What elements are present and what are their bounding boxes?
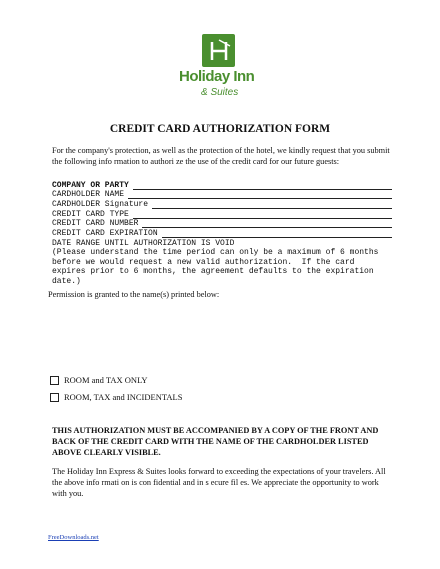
closing-paragraph: The Holiday Inn Express & Suites looks forward to exceeding the expectations of your travelers. All the above info rmati on is con fidential and in s ecure fil es. We appreciate the opportunity to work with you.	[52, 467, 386, 498]
checkbox[interactable]	[50, 376, 59, 385]
brand-name: Holiday Inn	[179, 68, 255, 85]
field-line[interactable]	[133, 211, 392, 219]
intro-paragraph: For the company's protection, as well as the protection of the hotel, we kindly request that you submit the following info rmation to authori ze the use of the credit card for our future guests:	[52, 146, 390, 166]
field-line[interactable]	[128, 191, 392, 199]
field-date-range	[52, 238, 392, 248]
field-label: CREDIT CARD NUMBER	[52, 219, 139, 229]
footer-link[interactable]: FreeDownloads.net	[48, 534, 99, 541]
permission-text: Permission is granted to the name(s) printed below:	[48, 290, 220, 299]
field-line[interactable]	[142, 220, 392, 228]
field-credit-card-type[interactable]	[52, 209, 392, 219]
field-label: DATE RANGE UNTIL AUTHORIZATION IS VOID	[52, 238, 235, 248]
option-label: ROOM and TAX ONLY	[64, 375, 148, 385]
form-title: CREDIT CARD AUTHORIZATION FORM	[109, 123, 331, 135]
requirement-notice: THIS AUTHORIZATION MUST BE ACCOMPANIED BY A COPY OF THE FRONT AND BACK OF THE CREDIT CARD WITH THE NAME OF THE CARDHOLDER LISTED ABOVE CLEARLY VISIBLE.	[52, 426, 379, 457]
field-label: COMPANY OR PARTY	[52, 180, 129, 190]
void-note: (Please understand the time period can only be a maximum of 6 months before we would request a new valid authorization. If the card expires prior to 6 months, the agreement defaults to the expiration date.)	[52, 247, 379, 286]
option-room-tax-incidentals[interactable]	[50, 392, 182, 402]
field-cardholder-signature[interactable]	[52, 199, 392, 209]
brand-suffix: & Suites	[201, 87, 239, 98]
field-label: CREDIT CARD TYPE	[52, 209, 129, 219]
holiday-inn-h-logo-icon	[202, 34, 235, 67]
field-cardholder-name[interactable]	[52, 190, 392, 200]
holiday-inn-logo	[176, 34, 266, 104]
authorization-fields	[52, 180, 392, 287]
option-label: ROOM, TAX and INCIDENTALS	[64, 392, 183, 402]
option-room-tax-only[interactable]	[50, 375, 148, 385]
field-company-or-party[interactable]	[52, 180, 392, 190]
field-label: CARDHOLDER Signature	[52, 200, 149, 210]
checkbox[interactable]	[50, 393, 59, 402]
field-line[interactable]	[152, 201, 392, 209]
field-line[interactable]	[162, 230, 392, 238]
field-line[interactable]	[133, 182, 392, 190]
field-credit-card-expiration[interactable]	[52, 228, 392, 238]
field-label: CARDHOLDER NAME	[52, 190, 125, 200]
field-credit-card-number[interactable]	[52, 219, 392, 229]
field-label: CREDIT CARD EXPIRATION	[52, 229, 158, 239]
